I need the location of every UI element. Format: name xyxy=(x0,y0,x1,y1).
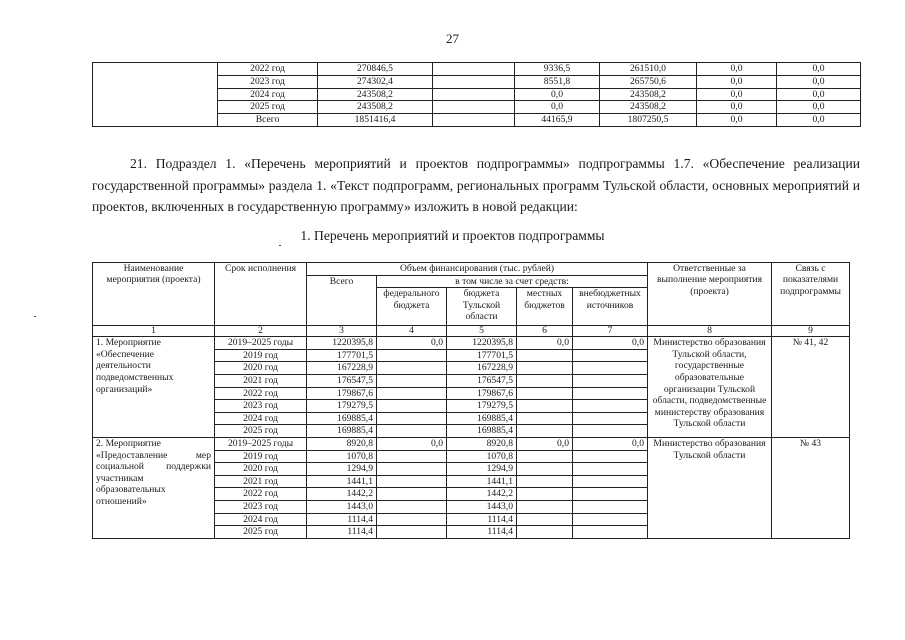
top-table-cell: 0,0 xyxy=(697,75,777,88)
amount-cell: 1442,2 xyxy=(447,488,517,501)
amount-cell xyxy=(517,513,573,526)
term-cell: 2019–2025 годы xyxy=(215,437,307,450)
amount-cell xyxy=(377,362,447,375)
term-cell: 2025 год xyxy=(215,526,307,539)
amount-cell xyxy=(573,425,648,438)
header-regional: бюджета Тульской области xyxy=(447,288,517,326)
amount-cell xyxy=(377,500,447,513)
amount-cell: 0,0 xyxy=(377,337,447,350)
top-table-cell: 243508,2 xyxy=(600,101,697,114)
amount-cell: 169885,4 xyxy=(447,425,517,438)
measure-name-line: деятельности xyxy=(96,360,151,372)
term-cell: 2019 год xyxy=(215,349,307,362)
amount-cell: 169885,4 xyxy=(307,412,377,425)
amount-cell: 1114,4 xyxy=(307,526,377,539)
header-local: местных бюджетов xyxy=(517,288,573,326)
responsible-cell: Министерство образования Тульской области, государственные образовательные организации Тульской области, подведомственные министерству образования Тульской области xyxy=(648,337,772,438)
amount-cell xyxy=(377,400,447,413)
column-number: 7 xyxy=(573,326,648,337)
column-number: 8 xyxy=(648,326,772,337)
amendment-paragraph: 21. Подраздел 1. «Перечень мероприятий и проектов подпрограммы» подпрограммы 1.7. «Обеспечение реализации государственной программы» раздела 1. «Текст подпрограмм, региональных программ Тульской области, основных мероприятий и проектов, включенных в государственную программу» изложить в новой редакции: xyxy=(92,156,860,214)
amount-cell xyxy=(377,488,447,501)
term-cell: 2020 год xyxy=(215,362,307,375)
top-table-cell: Всего xyxy=(218,114,318,127)
amount-cell xyxy=(573,362,648,375)
top-table-cell: 0,0 xyxy=(777,101,861,114)
top-table-cell: 2025 год xyxy=(218,101,318,114)
column-number: 4 xyxy=(377,326,447,337)
amount-cell xyxy=(573,450,648,463)
header-funding: Объем финансирования (тыс. рублей) xyxy=(307,263,648,276)
amount-cell xyxy=(517,488,573,501)
amount-cell xyxy=(573,412,648,425)
amount-cell xyxy=(573,349,648,362)
amount-cell: 1070,8 xyxy=(307,450,377,463)
top-table-cell: 0,0 xyxy=(777,75,861,88)
column-number: 3 xyxy=(307,326,377,337)
measure-name-line: участникам xyxy=(96,472,144,484)
amount-cell: 0,0 xyxy=(517,437,573,450)
measure-name-line: 2. Мероприятие xyxy=(96,437,161,449)
amount-cell xyxy=(377,425,447,438)
amount-cell xyxy=(573,387,648,400)
top-table-cell: 243508,2 xyxy=(318,88,433,101)
amount-cell xyxy=(377,349,447,362)
amount-cell xyxy=(377,475,447,488)
amount-cell: 179279,5 xyxy=(447,400,517,413)
responsible-cell: Министерство образования Тульской области xyxy=(648,437,772,538)
measure-name-line: подведомственных xyxy=(96,371,174,383)
amount-cell xyxy=(573,374,648,387)
amount-cell: 167228,9 xyxy=(307,362,377,375)
top-table-cell: 2022 год xyxy=(218,63,318,76)
continued-funding-table xyxy=(92,62,861,127)
amount-cell: 0,0 xyxy=(377,437,447,450)
amount-cell xyxy=(517,412,573,425)
top-table-cell xyxy=(433,63,515,76)
amount-cell: 1442,2 xyxy=(307,488,377,501)
empty-cell xyxy=(93,63,218,127)
scan-speck xyxy=(34,316,36,317)
amount-cell xyxy=(377,412,447,425)
measure-name-line: отношений» xyxy=(96,495,147,507)
term-cell: 2022 год xyxy=(215,387,307,400)
amount-cell: 0,0 xyxy=(517,337,573,350)
amount-cell: 176547,5 xyxy=(307,374,377,387)
amount-cell xyxy=(573,475,648,488)
top-table-cell: 0,0 xyxy=(515,88,600,101)
term-cell: 2019–2025 годы xyxy=(215,337,307,350)
top-table-cell: 265750,6 xyxy=(600,75,697,88)
column-number: 6 xyxy=(517,326,573,337)
top-table-cell: 44165,9 xyxy=(515,114,600,127)
amount-cell xyxy=(517,387,573,400)
header-responsible: Ответственные за выполнение мероприятия (проекта) xyxy=(648,263,772,326)
top-table-cell: 9336,5 xyxy=(515,63,600,76)
amount-cell: 1114,4 xyxy=(307,513,377,526)
term-cell: 2024 год xyxy=(215,412,307,425)
term-cell: 2024 год xyxy=(215,513,307,526)
measure-name-line: «Предоставление мер xyxy=(96,449,211,461)
column-number: 2 xyxy=(215,326,307,337)
top-table-cell: 243508,2 xyxy=(318,101,433,114)
amount-cell xyxy=(517,450,573,463)
measure-name xyxy=(93,437,215,538)
amount-cell: 0,0 xyxy=(573,437,648,450)
amount-cell: 1294,9 xyxy=(307,463,377,476)
indicator-link-cell: № 41, 42 xyxy=(772,337,850,438)
page-number: 27 xyxy=(446,31,459,46)
amount-cell xyxy=(517,374,573,387)
top-table-cell: 2023 год xyxy=(218,75,318,88)
top-table-cell: 261510,0 xyxy=(600,63,697,76)
amount-cell: 179867,6 xyxy=(447,387,517,400)
measure-name-line: организаций» xyxy=(96,383,153,395)
section-title: 1. Перечень мероприятий и проектов подпрограммы xyxy=(300,228,605,243)
amount-cell: 1443,0 xyxy=(307,500,377,513)
amount-cell: 169885,4 xyxy=(307,425,377,438)
amount-cell: 1220395,8 xyxy=(307,337,377,350)
header-total: Всего xyxy=(307,275,377,326)
amount-cell: 1443,0 xyxy=(447,500,517,513)
measure-name-line: образовательных xyxy=(96,484,166,496)
amount-cell: 177701,5 xyxy=(447,349,517,362)
measure-name-line: 1. Мероприятие xyxy=(96,337,161,349)
column-number: 9 xyxy=(772,326,850,337)
top-table-cell: 243508,2 xyxy=(600,88,697,101)
amount-cell: 1441,1 xyxy=(447,475,517,488)
header-term: Срок исполнения xyxy=(215,263,307,326)
amount-cell xyxy=(517,463,573,476)
measure-name xyxy=(93,337,215,438)
top-table-cell xyxy=(433,88,515,101)
term-cell: 2021 год xyxy=(215,475,307,488)
top-table-cell: 2024 год xyxy=(218,88,318,101)
amount-cell xyxy=(377,526,447,539)
top-table-cell: 0,0 xyxy=(697,88,777,101)
column-number: 1 xyxy=(93,326,215,337)
measures-table xyxy=(92,262,850,539)
amount-cell: 177701,5 xyxy=(307,349,377,362)
amount-cell xyxy=(377,387,447,400)
top-table-cell xyxy=(433,101,515,114)
amount-cell xyxy=(377,513,447,526)
amount-cell: 1114,4 xyxy=(447,526,517,539)
amount-cell xyxy=(517,362,573,375)
amount-cell xyxy=(517,425,573,438)
measure-name-line: социальной поддержки xyxy=(96,461,211,473)
top-table-cell: 8551,8 xyxy=(515,75,600,88)
amount-cell: 1070,8 xyxy=(447,450,517,463)
amount-cell: 0,0 xyxy=(573,337,648,350)
amount-cell xyxy=(573,463,648,476)
amount-cell: 179279,5 xyxy=(307,400,377,413)
amount-cell xyxy=(377,450,447,463)
amount-cell: 176547,5 xyxy=(447,374,517,387)
header-name: Наименование мероприятия (проекта) xyxy=(93,263,215,326)
top-table-cell xyxy=(433,75,515,88)
amount-cell: 179867,6 xyxy=(307,387,377,400)
top-table-cell: 0,0 xyxy=(697,114,777,127)
amount-cell xyxy=(573,500,648,513)
header-link: Связь с показателями подпрограммы xyxy=(772,263,850,326)
term-cell: 2022 год xyxy=(215,488,307,501)
top-table-cell: 1807250,5 xyxy=(600,114,697,127)
amount-cell xyxy=(377,374,447,387)
amount-cell: 8920,8 xyxy=(307,437,377,450)
amount-cell xyxy=(517,400,573,413)
header-federal: федерального бюджета xyxy=(377,288,447,326)
amount-cell: 1294,9 xyxy=(447,463,517,476)
term-cell: 2023 год xyxy=(215,400,307,413)
amount-cell xyxy=(573,488,648,501)
top-table-cell: 0,0 xyxy=(777,63,861,76)
indicator-link-cell: № 43 xyxy=(772,437,850,538)
amount-cell xyxy=(377,463,447,476)
amount-cell xyxy=(573,400,648,413)
top-table-cell: 0,0 xyxy=(515,101,600,114)
top-table-cell: 1851416,4 xyxy=(318,114,433,127)
term-cell: 2023 год xyxy=(215,500,307,513)
amount-cell: 8920,8 xyxy=(447,437,517,450)
term-cell: 2025 год xyxy=(215,425,307,438)
top-table-cell: 0,0 xyxy=(777,88,861,101)
amount-cell xyxy=(517,500,573,513)
top-table-cell: 0,0 xyxy=(697,63,777,76)
term-cell: 2021 год xyxy=(215,374,307,387)
top-table-cell: 270846,5 xyxy=(318,63,433,76)
scan-speck xyxy=(279,245,281,246)
header-including: в том числе за счет средств: xyxy=(377,275,648,288)
measure-name-line: «Обеспечение xyxy=(96,348,154,360)
top-table-cell: 0,0 xyxy=(697,101,777,114)
amount-cell xyxy=(517,526,573,539)
measure-row xyxy=(93,437,850,450)
amount-cell xyxy=(573,513,648,526)
amount-cell: 1114,4 xyxy=(447,513,517,526)
header-offbudget: внебюджетных источников xyxy=(573,288,648,326)
amount-cell: 1441,1 xyxy=(307,475,377,488)
term-cell: 2020 год xyxy=(215,463,307,476)
amount-cell xyxy=(573,526,648,539)
amount-cell: 169885,4 xyxy=(447,412,517,425)
top-table-cell: 274302,4 xyxy=(318,75,433,88)
measure-row xyxy=(93,337,850,350)
term-cell: 2019 год xyxy=(215,450,307,463)
amount-cell: 1220395,8 xyxy=(447,337,517,350)
amount-cell: 167228,9 xyxy=(447,362,517,375)
top-table-cell: 0,0 xyxy=(777,114,861,127)
top-table-row xyxy=(93,63,861,76)
amount-cell xyxy=(517,349,573,362)
amount-cell xyxy=(517,475,573,488)
column-number: 5 xyxy=(447,326,517,337)
top-table-cell xyxy=(433,114,515,127)
